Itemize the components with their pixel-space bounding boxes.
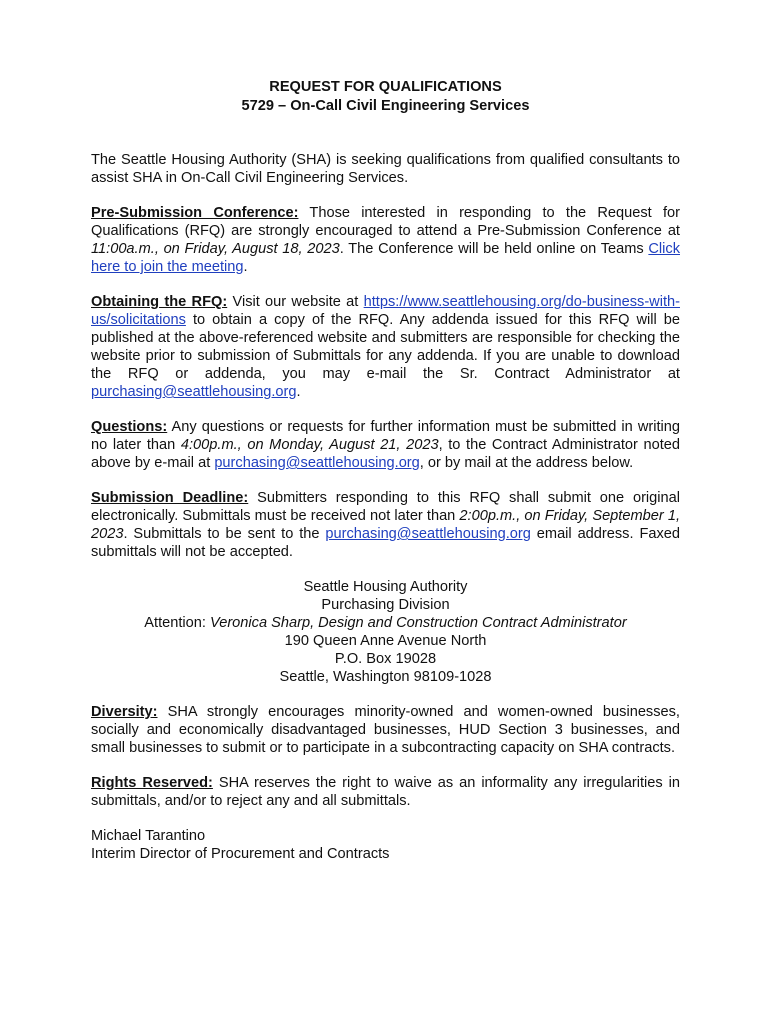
obtaining-heading: Obtaining the RFQ: <box>91 294 228 310</box>
presubmission-section <box>91 204 680 276</box>
address-division: Purchasing Division <box>321 597 450 613</box>
presubmission-text-3: . <box>243 259 248 275</box>
solicitations-link[interactable]: https://www.seattlehousing.org/do-business-with-us/solicitations <box>91 294 680 328</box>
address-attention <box>91 614 680 632</box>
rights-section <box>91 774 680 810</box>
title-line-1: REQUEST FOR QUALIFICATIONS <box>269 79 502 95</box>
questions-text-3: , or by mail at the address below. <box>419 455 634 471</box>
rights-text: SHA reserves the right to waive as an informality any irregularities in submittals, and/or to reject any and all submittals. <box>91 775 680 809</box>
questions-text-2: , to the Contract Administrator noted above by e-mail at <box>91 437 680 471</box>
address-street: 190 Queen Anne Avenue North <box>284 633 487 649</box>
rights-heading: Rights Reserved: <box>91 775 213 791</box>
signature-block <box>91 827 680 863</box>
diversity-heading: Diversity: <box>91 704 158 720</box>
obtaining-text-1: Visit our website at <box>227 294 364 310</box>
mailing-address <box>91 578 680 686</box>
intro-paragraph: The Seattle Housing Authority (SHA) is seeking qualifications from qualified consultants to assist SHA in On-Call Civil Engineering Services. <box>91 152 680 186</box>
signature-title: Interim Director of Procurement and Contracts <box>91 846 390 862</box>
obtaining-section <box>91 293 680 401</box>
presubmission-text-2: . The Conference will be held online on Teams <box>339 241 649 257</box>
deadline-datetime: 2:00p.m., on Friday, September 1, 2023 <box>91 508 680 542</box>
questions-email-link[interactable]: purchasing@seattlehousing.org <box>214 455 420 471</box>
obtaining-text-2: to obtain a copy of the RFQ. Any addenda issued for this RFQ will be published at the above-referenced website and submitters are responsible for checking the website prior to submission of Submittals for any addenda. If you are unable to download the RFQ or addenda, you may e-mail the Sr. Contract Administrator at <box>91 312 680 382</box>
questions-heading: Questions: <box>91 419 168 435</box>
obtaining-email-link[interactable]: purchasing@seattlehousing.org <box>91 384 297 400</box>
deadline-heading: Submission Deadline: <box>91 490 249 506</box>
presubmission-datetime: 11:00a.m., on Friday, August 18, 2023 <box>91 241 340 257</box>
questions-datetime: 4:00p.m., on Monday, August 21, 2023 <box>180 437 439 453</box>
signature-name: Michael Tarantino <box>91 828 206 844</box>
diversity-text: SHA strongly encourages minority-owned and women-owned businesses, socially and economically disadvantaged businesses, HUD Section 3 businesses, and small businesses to submit or to participate in a subcontracting capacity on SHA contracts. <box>91 704 680 756</box>
document-title <box>91 78 680 116</box>
deadline-email-link[interactable]: purchasing@seattlehousing.org <box>325 526 531 542</box>
presubmission-text-1: Those interested in responding to the Request for Qualifications (RFQ) are strongly encouraged to attend a Pre-Submission Conference at <box>91 205 680 239</box>
questions-text-1: Any questions or requests for further information must be submitted in writing no later than <box>91 419 680 453</box>
attention-label: Attention: <box>144 615 211 631</box>
diversity-section <box>91 703 680 757</box>
obtaining-text-3: . <box>296 384 301 400</box>
deadline-text-3: email address. Faxed submittals will not be accepted. <box>91 526 680 560</box>
address-pobox: P.O. Box 19028 <box>334 651 437 667</box>
address-city: Seattle, Washington 98109-1028 <box>279 669 492 685</box>
address-org: Seattle Housing Authority <box>303 579 468 595</box>
questions-section <box>91 418 680 472</box>
presubmission-heading: Pre-Submission Conference: <box>91 205 299 221</box>
deadline-text-1: Submitters responding to this RFQ shall submit one original electronically. Submittals must be received not later than <box>91 490 681 524</box>
title-line-2: 5729 – On-Call Civil Engineering Services <box>241 98 530 114</box>
deadline-section <box>91 489 680 561</box>
join-meeting-link[interactable]: Click here to join the meeting <box>91 241 680 275</box>
attention-name: Veronica Sharp, Design and Construction Contract Administrator <box>210 615 627 631</box>
deadline-text-2: . Submittals to be sent to the <box>123 526 326 542</box>
